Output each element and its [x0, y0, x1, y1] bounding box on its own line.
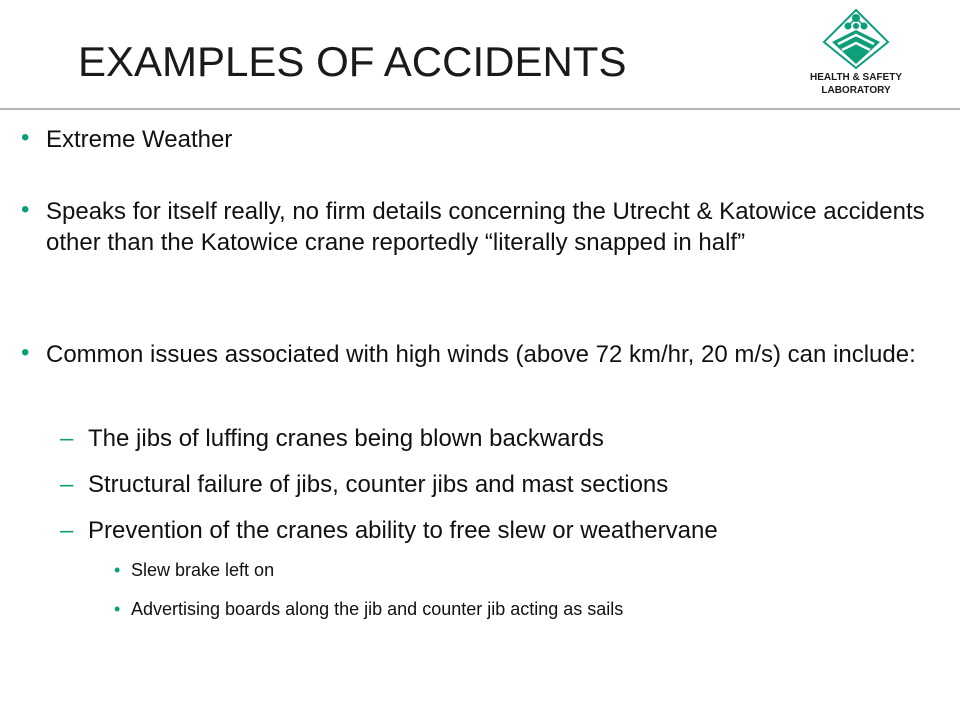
- bullet-speaks-for-itself: • Speaks for itself really, no firm details concerning the Utrecht & Katowice accidents other than the Katowice crane reportedly “literally snapped in half”: [46, 196, 946, 258]
- logo-text-line1: HEALTH & SAFETY: [809, 72, 903, 83]
- hsl-logo: [808, 8, 904, 100]
- slide-title: EXAMPLES OF ACCIDENTS: [78, 38, 627, 85]
- title-divider: [0, 108, 960, 110]
- sub-item-structural-failure: – Structural failure of jibs, counter jibs and mast sections: [88, 469, 948, 500]
- sub-sub-item-slew-brake: • Slew brake left on: [131, 558, 951, 582]
- bullet-common-issues: • Common issues associated with high winds (above 72 km/hr, 20 m/s) can include:: [46, 339, 926, 370]
- sub-item-free-slew: – Prevention of the cranes ability to free slew or weathervane: [88, 515, 948, 546]
- hsl-diamond-icon: [822, 8, 890, 70]
- bullet-extreme-weather: • Extreme Weather: [46, 124, 946, 155]
- sub-item-luffing-jibs: – The jibs of luffing cranes being blown backwards: [88, 423, 948, 454]
- sub-sub-item-advertising-boards: • Advertising boards along the jib and counter jib acting as sails: [131, 597, 951, 621]
- logo-text-line2: LABORATORY: [821, 85, 891, 96]
